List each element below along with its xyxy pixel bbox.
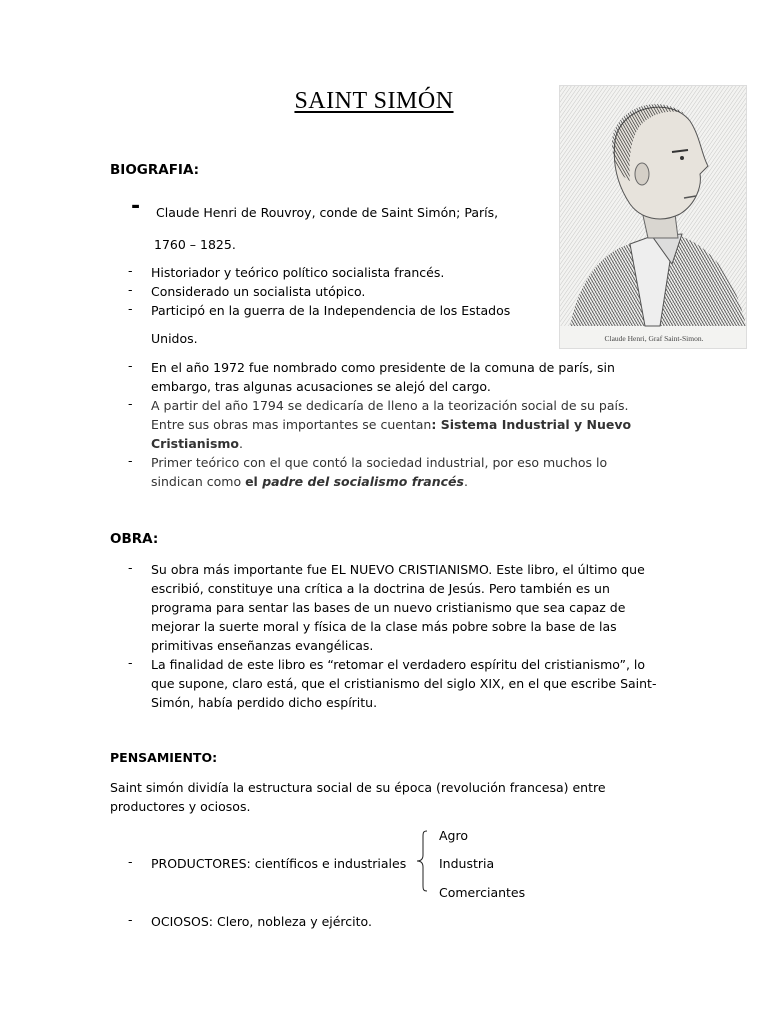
- section-heading-obra: OBRA:: [110, 531, 159, 547]
- page-title: SAINT SIMÓN: [294, 88, 454, 114]
- bullet: -: [128, 301, 133, 316]
- bio-item-4-continuation: Unidos.: [151, 331, 198, 346]
- bio-item-6-line1: A partir del año 1794 se dedicaría de lleno a la teorización social de su país.: [151, 398, 629, 413]
- obra-item-2-line3: Simón, había perdido dicho espíritu.: [151, 695, 378, 710]
- ociosos-item: OCIOSOS: Clero, nobleza y ejército.: [151, 914, 372, 929]
- bio-item-4: Participó en la guerra de la Independencia de los Estados: [151, 303, 511, 318]
- bio-item-6-line2: Entre sus obras mas importantes se cuentan: Sistema Industrial y Nuevo: [151, 417, 632, 432]
- bio-item-2: Historiador y teórico político socialista francés.: [151, 265, 445, 280]
- obra-item-1-line3: programa para sentar las bases de un nuevo cristianismo que sea capaz de: [151, 600, 626, 615]
- pensamiento-intro-line2: productores y ociosos.: [110, 799, 251, 814]
- obra-item-2-line1: La finalidad de este libro es “retomar el verdadero espíritu del cristianismo”, lo: [151, 657, 646, 672]
- obra-item-2-line2: que supone, claro está, que el cristianismo del siglo XIX, en el que escribe Saint-: [151, 676, 657, 691]
- bullet: -: [128, 655, 133, 670]
- obra-item-1-line4: mejorar la suerte moral y física de la clase más pobre sobre la base de las: [151, 619, 617, 634]
- portrait-drawing: [560, 86, 746, 348]
- obra-item-1-line2: escribió, constituye una crítica a la doctrina de Jesús. Pero también es un: [151, 581, 610, 596]
- bullet: -: [128, 282, 133, 297]
- obra-item-1-line1: Su obra más importante fue EL NUEVO CRISTIANISMO. Este libro, el último que: [151, 562, 645, 577]
- bio-item-7-line2: sindican como el padre del socialismo francés.: [151, 474, 468, 489]
- bio-item-5-line1: En el año 1972 fue nombrado como presidente de la comuna de parís, sin: [151, 360, 615, 375]
- productores-item: PRODUCTORES: científicos e industriales: [151, 856, 407, 871]
- bullet: -: [128, 453, 133, 468]
- productores-type-agro: Agro: [439, 828, 468, 843]
- bio-item-6-line3: Cristianismo.: [151, 436, 243, 451]
- bullet: -: [128, 263, 133, 278]
- bullet: -: [128, 854, 133, 869]
- bullet: -: [128, 560, 133, 575]
- bullet: -: [128, 912, 133, 927]
- productores-type-industria: Industria: [439, 856, 495, 871]
- curly-brace: [413, 829, 431, 893]
- obra-item-1-line5: primitivas enseñanzas evangélicas.: [151, 638, 374, 653]
- bio-item-5-line2: embargo, tras algunas acusaciones se alejó del cargo.: [151, 379, 491, 394]
- portrait-image: [559, 85, 747, 349]
- section-heading-biografia: BIOGRAFIA:: [110, 162, 200, 178]
- bio-item-7-line1: Primer teórico con el que contó la sociedad industrial, por eso muchos lo: [151, 455, 608, 470]
- bio-item-1-line1: Claude Henri de Rouvroy, conde de Saint Simón; París,: [156, 205, 499, 220]
- pensamiento-intro-line1: Saint simón dividía la estructura social de su época (revolución francesa) entre: [110, 780, 606, 795]
- section-heading-pensamiento: PENSAMIENTO:: [110, 750, 218, 765]
- bullet: -: [128, 396, 133, 411]
- bio-item-1-line2: 1760 – 1825.: [154, 237, 236, 252]
- bullet: -: [128, 358, 133, 373]
- bio-item-3: Considerado un socialista utópico.: [151, 284, 366, 299]
- big-bullet: -: [131, 194, 141, 219]
- portrait-caption: Claude Henri, Graf Saint-Simon.: [604, 334, 704, 343]
- productores-type-comerciantes: Comerciantes: [439, 885, 526, 900]
